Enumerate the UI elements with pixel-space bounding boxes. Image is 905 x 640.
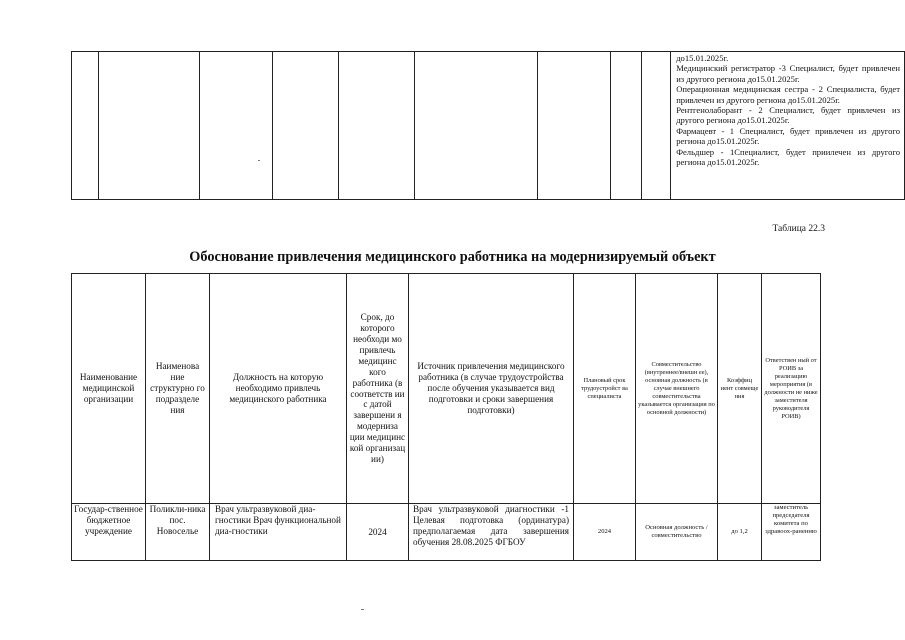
document-title: Обоснование привлечения медицинского работника на модернизируемый объект <box>189 249 716 265</box>
header-source: Источник привлечения медицинского работника (в случае трудоустройства после обучения указывается вид подготовки и сроки завершения подготовки) <box>409 274 574 504</box>
empty-cell <box>199 52 273 200</box>
cell-source: Врач ультразвуковой диагностики -1 Целевая подготовка (ординатура) предполагаемая дата завершения обучения 28.08.2025 ФГБОУ <box>409 504 574 561</box>
staff-line: Фармацевт - 1 Специалист, будет привлечен из другого региона до15.01.2025г. <box>676 125 900 147</box>
scan-speck <box>361 609 364 610</box>
staff-line: Рентгенолаборант - 2 Специалист, будет привлечен из другого региона до15.01.2025г. <box>676 105 900 126</box>
scan-speck <box>258 160 260 161</box>
empty-cell <box>611 52 642 200</box>
staff-line: до15.01.2025г. <box>676 53 729 63</box>
cell-org: Государ-ственное бюджетное учреждение <box>72 504 146 561</box>
cell-coefficient: до 1,2 <box>718 504 762 561</box>
empty-cell <box>414 52 537 200</box>
cell-responsible: заместитель председателя комитета по здравоох-раненню <box>762 504 821 561</box>
staff-sources-cell <box>671 52 905 200</box>
table-number: Таблица 22.3 <box>772 224 825 234</box>
continued-table <box>71 51 905 200</box>
cell-deadline: 2024 <box>347 504 409 561</box>
header-unit: Наименова ние структурно го подразделе ния <box>146 274 210 504</box>
header-combination: Совместительство (внутреннее/внешн ее), основная должность (в случае внешнего совместительства указывается организация по основной должности) <box>636 274 718 504</box>
header-deadline: Срок, до которого необходи мо привлечь медицинс кого работника (в соответств ии с датой завершени я модерниза ции медицинс кой организац ии) <box>347 274 409 504</box>
empty-cell <box>642 52 671 200</box>
header-responsible: Ответствен ный от РОИВ за реализацию мероприятия (в должности не ниже заместителя руководителя РОИВ) <box>762 274 821 504</box>
staff-line: Фельдшер - 1Специалист, будет приилечен из другого региона до15.01.2025г. <box>676 146 900 168</box>
header-position: Должность на которую необходимо привлечь медицинского работника <box>210 274 347 504</box>
header-coefficient: Коэффиц иент совмеще ния <box>718 274 762 504</box>
cell-planned-date: 2024 <box>574 504 636 561</box>
cell-combination: Основная должность / совместительство <box>636 504 718 561</box>
empty-cell <box>273 52 339 200</box>
staff-line: Медицинский регистратор -3 Специалист, будет привлечен из другого региона до15.01.2025г. <box>676 63 900 84</box>
empty-cell <box>339 52 415 200</box>
cell-position: Врач ультразвуковой диа-гностики Врач функциональной диа-гностики <box>210 504 347 561</box>
staff-line: Операционная медицинская сестра - 2 Специалиста, будет привлечен из другого региона до15.01.2025г. <box>676 84 900 105</box>
header-planned-date: Плановый срок трудоустройст ва специалиста <box>574 274 636 504</box>
empty-cell <box>72 52 99 200</box>
justification-table <box>71 273 821 561</box>
header-org: Наименование медицинской организации <box>72 274 146 504</box>
empty-cell <box>537 52 611 200</box>
empty-cell <box>99 52 200 200</box>
cell-unit: Поликли-ника пос. Новоселье <box>146 504 210 561</box>
